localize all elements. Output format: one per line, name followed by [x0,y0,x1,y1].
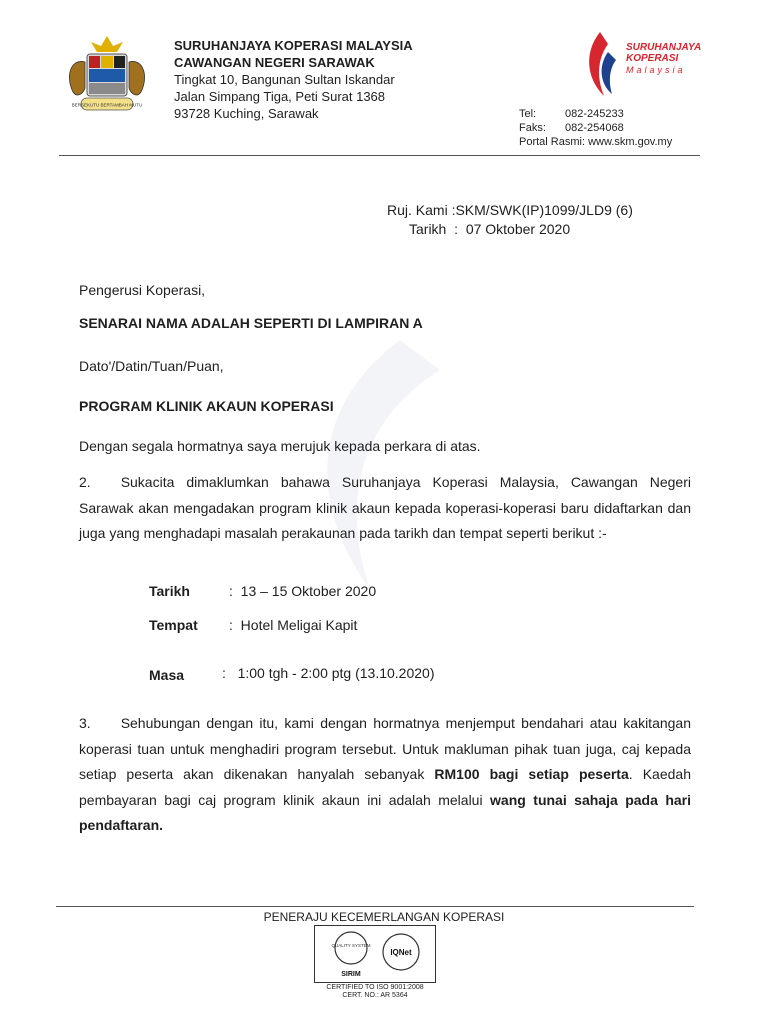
brand-line1: SURUHANJAYA [626,42,702,53]
paragraph-3 [79,711,691,839]
list-note: SENARAI NAMA ADALAH SEPERTI DI LAMPIRAN A [79,315,423,331]
tel-value: 082-245233 [565,108,624,120]
portal-url: Portal Rasmi: www.skm.gov.my [519,136,673,148]
paragraph-number: 3. [79,715,91,731]
paragraph-text: Sukacita dimaklumkan bahawa Suruhanjaya Koperasi Malaysia, Cawangan Negeri Sarawak akan mengadakan program klinik akaun kepada koperasi-koperasi baru didaftarkan dan juga yang menghadapi masalah perakaunan pada tarikh dan tempat seperti berikut :- [79,474,691,541]
crest-motto: BERSEKUTU BERTAMBAH MUTU [71,102,143,108]
detail-value: 1:00 tgh - 2:00 ptg (13.10.2020) [237,665,435,681]
detail-value: 13 – 15 Oktober 2020 [240,583,377,599]
skm-logo [582,30,712,100]
detail-value: Hotel Meligai Kapit [240,617,358,633]
address-line: Jalan Simpang Tiga, Peti Surat 1368 [174,89,386,104]
watermark-emblem [280,330,460,600]
org-branch: CAWANGAN NEGERI SARAWAK [174,55,375,70]
detail-label: Tarikh [149,583,190,599]
salutation: Dato'/Datin/Tuan/Puan, [79,358,224,374]
paragraph-text: . Kaedah pembayaran bagi caj program klinik akaun ini adalah melalui [79,766,691,808]
intro-paragraph: Dengan segala hormatnya saya merujuk kepada perkara di atas. [79,438,481,454]
cert-line: CERTIFIED TO ISO 9001:2008 [326,984,424,991]
detail-label: Masa [149,667,185,683]
address-line: Tingkat 10, Bangunan Sultan Iskandar [174,72,395,87]
date-value: 07 Oktober 2020 [465,221,571,237]
contact-block [519,107,672,149]
cert-number: CERT. NO.: AR 5364 [342,992,408,999]
subject: PROGRAM KLINIK AKAUN KOPERASI [79,398,334,414]
brand-line3: Malaysia [626,65,686,75]
ref-value: SKM/SWK(IP)1099/JLD9 (6) [455,202,633,218]
sirim-label: SIRIM [341,971,361,978]
fax-value: 082-254068 [565,122,624,134]
payment-highlight: wang tunai sahaja pada hari pendaftaran. [79,791,692,833]
detail-label: Tempat [149,617,198,633]
recipient: Pengerusi Koperasi, [79,282,206,298]
header-divider [59,155,700,156]
certification-badges [314,925,436,983]
date-label: Tarikh [409,221,447,237]
brand-line2: KOPERASI [626,53,679,64]
iqnet-label: IQNet [390,948,412,957]
tel-label: Tel: [519,108,537,120]
certification-text [300,984,450,1000]
badge1-small: QUALITY SYSTEM [331,943,371,948]
org-header [174,37,413,122]
reference-block: Ruj. Kami :SKM/SWK(IP)1099/JLD9 (6) Tarikh : 07 Oktober 2020 [387,202,633,237]
paragraph-number: 2. [79,474,91,490]
address-line: 93728 Kuching, Sarawak [174,106,319,121]
coat-of-arms-icon [57,32,157,120]
footer-divider [56,906,694,907]
fee-highlight: RM100 bagi setiap peserta [434,766,629,782]
footer-motto: PENERAJU KECEMERLANGAN KOPERASI [263,910,505,924]
paragraph-text: Sehubungan dengan itu, kami dengan hormatnya menjemput bendahari atau kakitangan koperasi tuan untuk menghadiri program tersebut. Untuk makluman pihak tuan juga, caj kepada setiap peserta akan dikenakan hanyalah sebanyak [79,715,691,782]
ref-label: Ruj. Kami : [387,202,456,218]
fax-label: Faks: [519,122,546,134]
paragraph-2 [79,470,691,547]
org-name: SURUHANJAYA KOPERASI MALAYSIA [174,38,413,53]
